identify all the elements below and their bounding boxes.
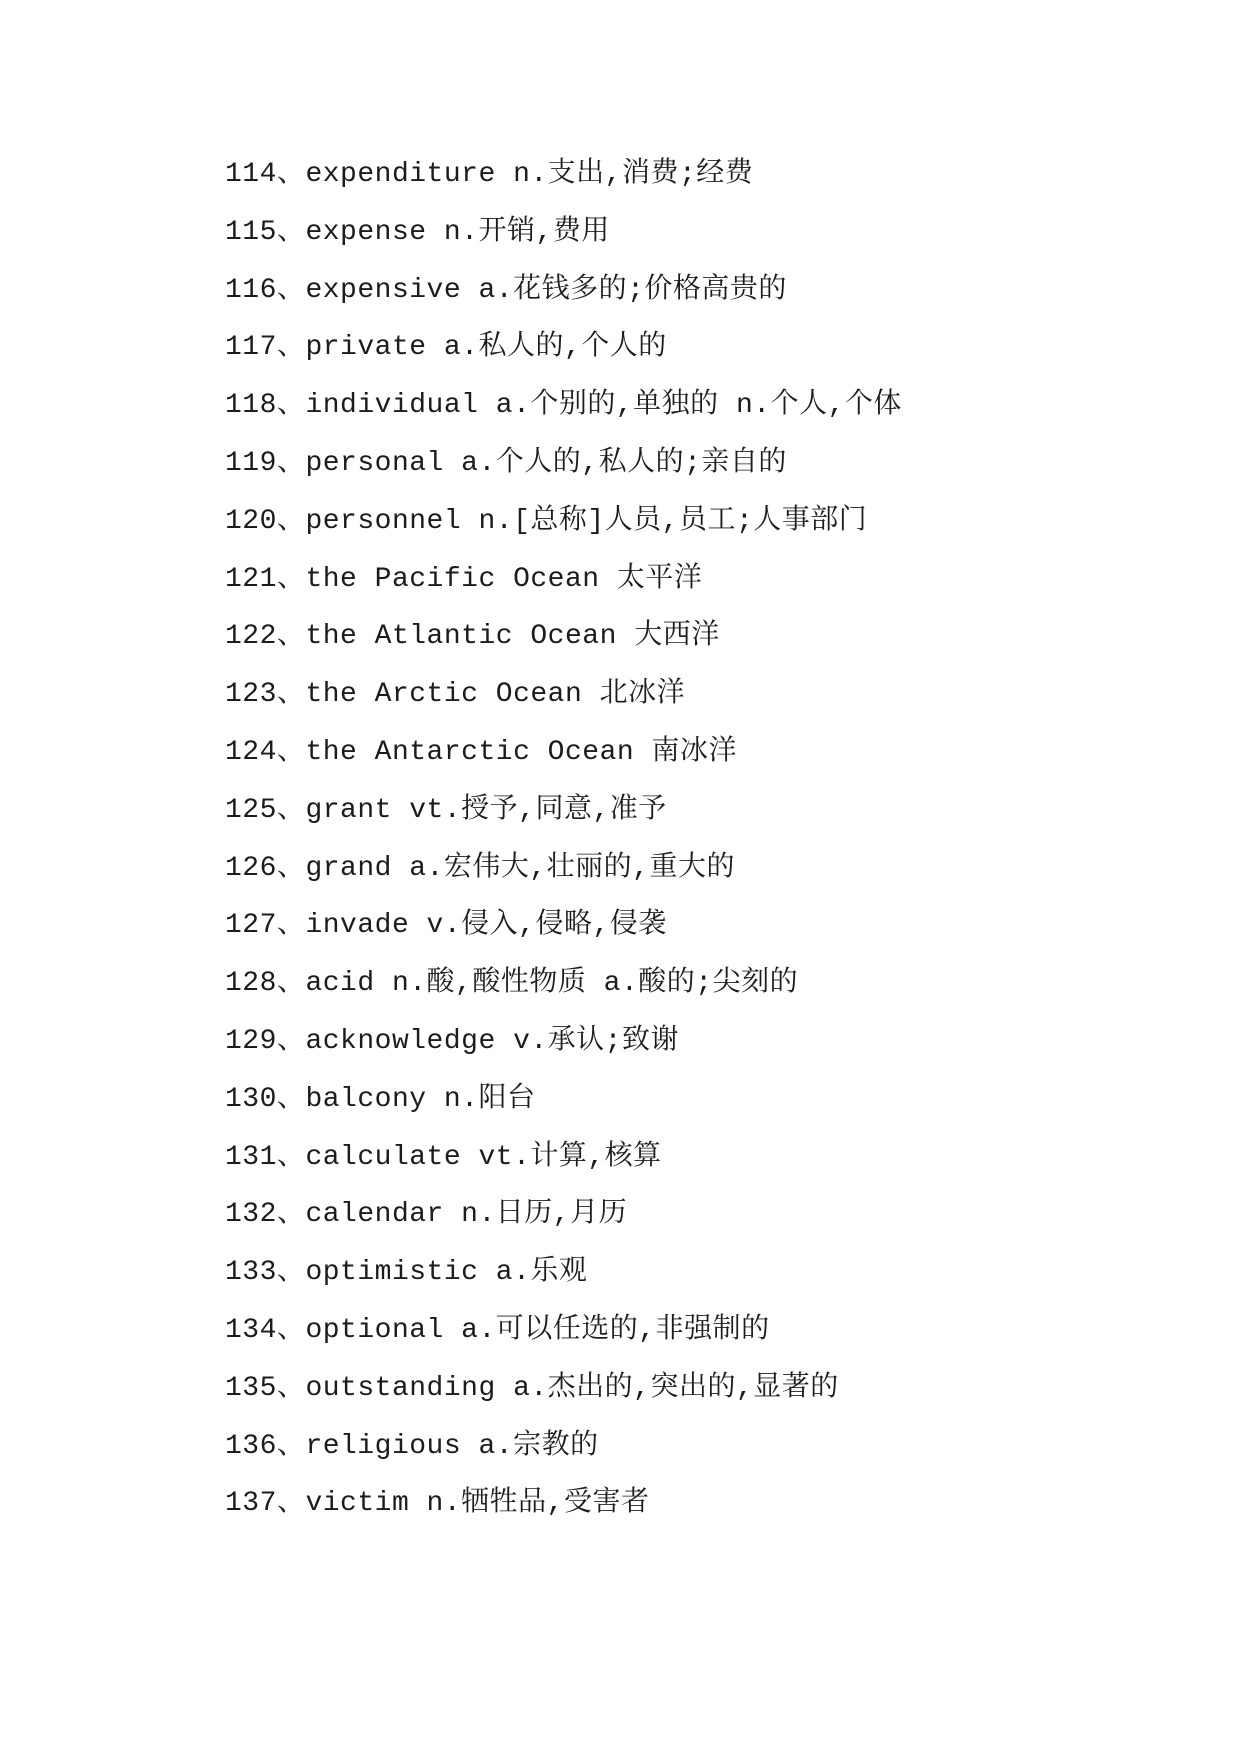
entry-text: outstanding a.杰出的,突出的,显著的 [305,1372,839,1404]
entry-number: 117 [225,332,277,364]
entry-number: 121 [225,563,277,595]
entry-number: 119 [225,447,277,479]
entry-number: 137 [225,1488,277,1520]
entry-text: acid n.酸,酸性物质 a.酸的;尖刻的 [305,968,799,1000]
entry-text: victim n.牺牲品,受害者 [305,1488,650,1520]
entry-text: balcony n.阳台 [305,1083,536,1115]
vocab-entry-123 [225,666,1201,724]
number-separator: 、 [276,563,306,595]
entry-text: expenditure n.支出,消费;经费 [305,159,754,190]
number-separator: 、 [276,968,306,1000]
entry-number: 135 [225,1372,277,1404]
number-separator: 、 [276,1141,306,1173]
vocab-entry-134 [225,1302,1201,1360]
vocab-entry-130 [225,1071,1201,1129]
number-separator: 、 [276,852,306,884]
number-separator: 、 [276,1257,306,1289]
vocab-entry-129 [225,1013,1201,1071]
number-separator: 、 [276,1430,306,1462]
entry-text: the Atlantic Ocean 大西洋 [305,621,720,653]
vocab-entry-122 [225,608,1201,666]
vocab-entry-132 [225,1186,1201,1244]
entry-number: 114 [225,159,277,190]
vocab-entry-133 [225,1244,1201,1302]
number-separator: 、 [276,1199,306,1231]
entry-number: 136 [225,1430,277,1462]
number-separator: 、 [276,679,306,711]
entry-number: 132 [225,1199,277,1231]
vocab-entry-117 [225,319,1201,377]
vocab-list [225,146,1201,1533]
entry-number: 130 [225,1083,277,1115]
vocab-entry-137 [225,1475,1201,1533]
vocab-entry-127 [225,897,1201,955]
number-separator: 、 [276,390,306,422]
vocab-entry-120 [225,493,1201,551]
vocab-entry-119 [225,435,1201,493]
entry-number: 118 [225,390,277,422]
entry-text: optimistic a.乐观 [305,1257,588,1289]
entry-number: 127 [225,910,277,942]
vocab-entry-131 [225,1129,1201,1187]
entry-text: grant vt.授予,同意,准予 [305,794,667,826]
entry-text: calculate vt.计算,核算 [305,1141,662,1173]
entry-text: the Pacific Ocean 太平洋 [305,563,703,595]
vocab-entry-136 [225,1418,1201,1476]
number-separator: 、 [276,332,306,364]
number-separator: 、 [276,505,306,537]
vocab-entry-124 [225,724,1201,782]
number-separator: 、 [276,1488,306,1520]
number-separator: 、 [276,1025,306,1057]
entry-number: 128 [225,968,277,1000]
entry-number: 131 [225,1141,277,1173]
entry-text: religious a.宗教的 [305,1430,599,1462]
number-separator: 、 [276,216,306,248]
number-separator: 、 [276,274,306,306]
entry-text: expense n.开销,费用 [305,216,610,248]
entry-text: calendar n.日历,月历 [305,1199,628,1231]
number-separator: 、 [276,159,306,190]
vocab-entry-115 [225,204,1201,262]
vocab-entry-121 [225,551,1201,609]
entry-text: optional a.可以任选的,非强制的 [305,1314,770,1346]
entry-number: 124 [225,736,277,768]
entry-text: invade v.侵入,侵略,侵袭 [305,910,667,942]
number-separator: 、 [276,1372,306,1404]
number-separator: 、 [276,794,306,826]
vocab-entry-118 [225,377,1201,435]
vocab-entry-126 [225,840,1201,898]
number-separator: 、 [276,736,306,768]
number-separator: 、 [276,1083,306,1115]
vocab-entry-125 [225,782,1201,840]
entry-text: personal a.个人的,私人的;亲自的 [305,447,787,479]
entry-number: 125 [225,794,277,826]
entry-number: 120 [225,505,277,537]
vocab-entry-116 [225,262,1201,320]
entry-text: the Arctic Ocean 北冰洋 [305,679,686,711]
entry-number: 126 [225,852,277,884]
entry-text: acknowledge v.承认;致谢 [305,1025,679,1057]
entry-text: individual a.个别的,单独的 n.个人,个体 [305,390,902,422]
entry-number: 134 [225,1314,277,1346]
entry-number: 133 [225,1257,277,1289]
entry-number: 115 [225,216,277,248]
number-separator: 、 [276,1314,306,1346]
number-separator: 、 [276,621,306,653]
entry-text: private a.私人的,个人的 [305,332,667,364]
entry-number: 129 [225,1025,277,1057]
entry-number: 123 [225,679,277,711]
entry-text: expensive a.花钱多的;价格高贵的 [305,274,787,306]
entry-text: grand a.宏伟大,壮丽的,重大的 [305,852,735,884]
entry-text: personnel n.[总称]人员,员工;人事部门 [305,505,868,537]
entry-text: the Antarctic Ocean 南冰洋 [305,736,737,768]
entry-number: 116 [225,274,277,306]
number-separator: 、 [276,447,306,479]
number-separator: 、 [276,910,306,942]
vocab-entry-135 [225,1360,1201,1418]
vocab-entry-128 [225,955,1201,1013]
entry-number: 122 [225,621,277,653]
vocab-entry-114 [225,146,1201,204]
